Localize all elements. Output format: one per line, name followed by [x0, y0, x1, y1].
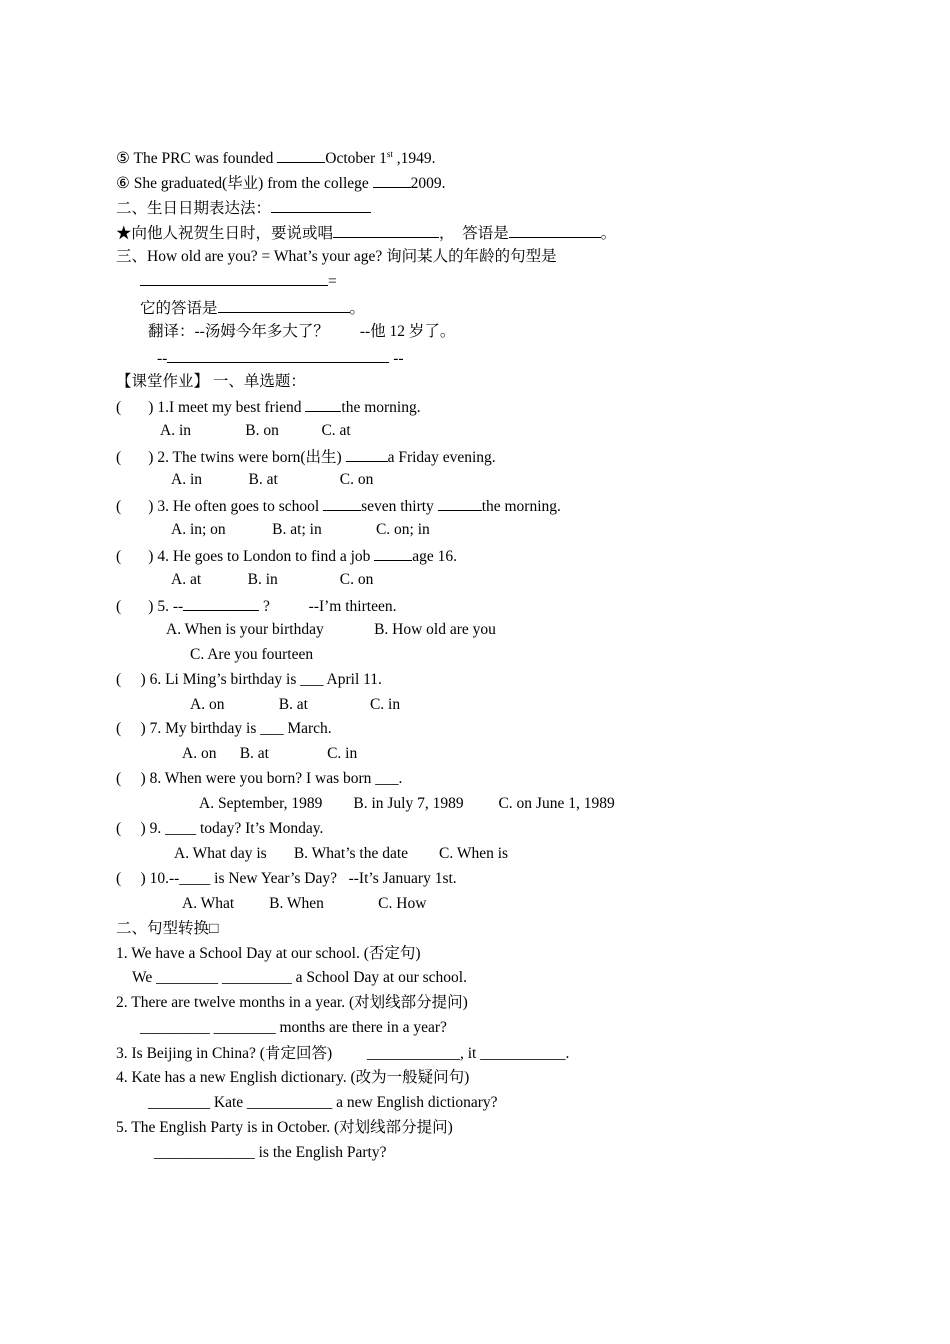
question-3-options: A. in; on B. at; in C. on; in [171, 521, 430, 538]
line-translate: 翻译：--汤姆今年多大了？ --他 12 岁了。 [148, 323, 456, 340]
answer-blank[interactable] [323, 496, 361, 511]
transform-1-answer: We ________ _________ a School Day at our school. [132, 969, 467, 986]
answer-blank[interactable] [167, 348, 389, 363]
answer-blank[interactable] [374, 546, 412, 561]
question-5-options: A. When is your birthday B. How old are you [166, 621, 496, 638]
transform-2: 2. There are twelve months in a year. (对划线部分提问) [116, 994, 468, 1011]
question-7-options: A. on B. at C. in [182, 745, 358, 762]
answer-blank[interactable] [140, 271, 328, 286]
section-how-old: 三、How old are you? = What’s your age? 询问某人的年龄的句型是 [116, 248, 557, 265]
homework-title: 【课堂作业】 一、单选题： [116, 373, 306, 390]
answer-blank[interactable] [218, 298, 350, 313]
section-birthday-date: 二、生日日期表达法： [116, 198, 371, 218]
question-5-options-2: C. Are you fourteen [190, 646, 314, 663]
question-9: ( ) 9. ____ today? It’s Monday. [116, 820, 324, 837]
transform-4-answer: ________ Kate ___________ a new English dictionary? [148, 1094, 498, 1111]
transform-1: 1. We have a School Day at our school. (否定句) [116, 945, 421, 962]
question-1: ( ) 1.I meet my best friend the morning. [116, 399, 421, 416]
line-age-answer: 它的答语是 。 [140, 300, 366, 317]
question-8: ( ) 8. When were you born? I was born ___. [116, 770, 403, 787]
transform-2-answer: _________ ________ months are there in a year? [140, 1019, 447, 1036]
question-1-options: A. in B. on C. at [160, 422, 351, 439]
question-8-options: A. September, 1989 B. in July 7, 1989 C. on June 1, 1989 [199, 795, 615, 812]
line-age-pattern: = [140, 271, 337, 291]
question-10-options: A. What B. When C. How [182, 895, 427, 912]
transform-5-answer: _____________ is the English Party? [154, 1144, 387, 1161]
answer-blank[interactable] [373, 173, 411, 188]
answer-blank[interactable] [509, 223, 601, 238]
answer-blank[interactable] [183, 596, 259, 611]
line-prc-founded: ⑤ The PRC was founded October 1st ,1949. [116, 149, 436, 167]
question-2-options: A. in B. at C. on [171, 471, 374, 488]
answer-blank[interactable] [271, 198, 371, 213]
question-4-options: A. at B. in C. on [171, 571, 374, 588]
answer-blank[interactable] [333, 223, 439, 238]
answer-blank[interactable] [438, 496, 482, 511]
question-10: ( ) 10.--____ is New Year’s Day? --It’s January 1st. [116, 870, 457, 887]
answer-blank[interactable] [305, 397, 341, 412]
question-5: ( ) 5. -- ? --I’m thirteen. [116, 598, 397, 615]
answer-blank[interactable] [346, 447, 388, 462]
question-6: ( ) 6. Li Ming’s birthday is ___ April 11. [116, 671, 382, 688]
transform-5: 5. The English Party is in October. (对划线部分提问) [116, 1119, 453, 1136]
answer-blank[interactable] [277, 148, 325, 163]
transform-3: 3. Is Beijing in China? (肯定回答) ____________, it ___________. [116, 1045, 570, 1062]
transform-4: 4. Kate has a new English dictionary. (改为一般疑问句) [116, 1069, 470, 1086]
question-4: ( ) 4. He goes to London to find a job age 16. [116, 548, 458, 565]
question-9-options: A. What day is B. What’s the date C. When is [174, 845, 509, 862]
question-6-options: A. on B. at C. in [190, 696, 401, 713]
question-2: ( ) 2. The twins were born(出生) a Friday evening. [116, 449, 496, 466]
question-3: ( ) 3. He often goes to school seven thirty the morning. [116, 498, 561, 515]
line-translate-answer: -- -- [157, 350, 404, 367]
line-birthday-wish: ★向他人祝贺生日时，要说或唱 ， 答语是 。 [116, 225, 617, 242]
line-graduated: ⑥ She graduated(毕业) from the college 2009. [116, 175, 446, 192]
transform-title: 二、句型转换□ [116, 920, 219, 937]
question-7: ( ) 7. My birthday is ___ March. [116, 720, 332, 737]
